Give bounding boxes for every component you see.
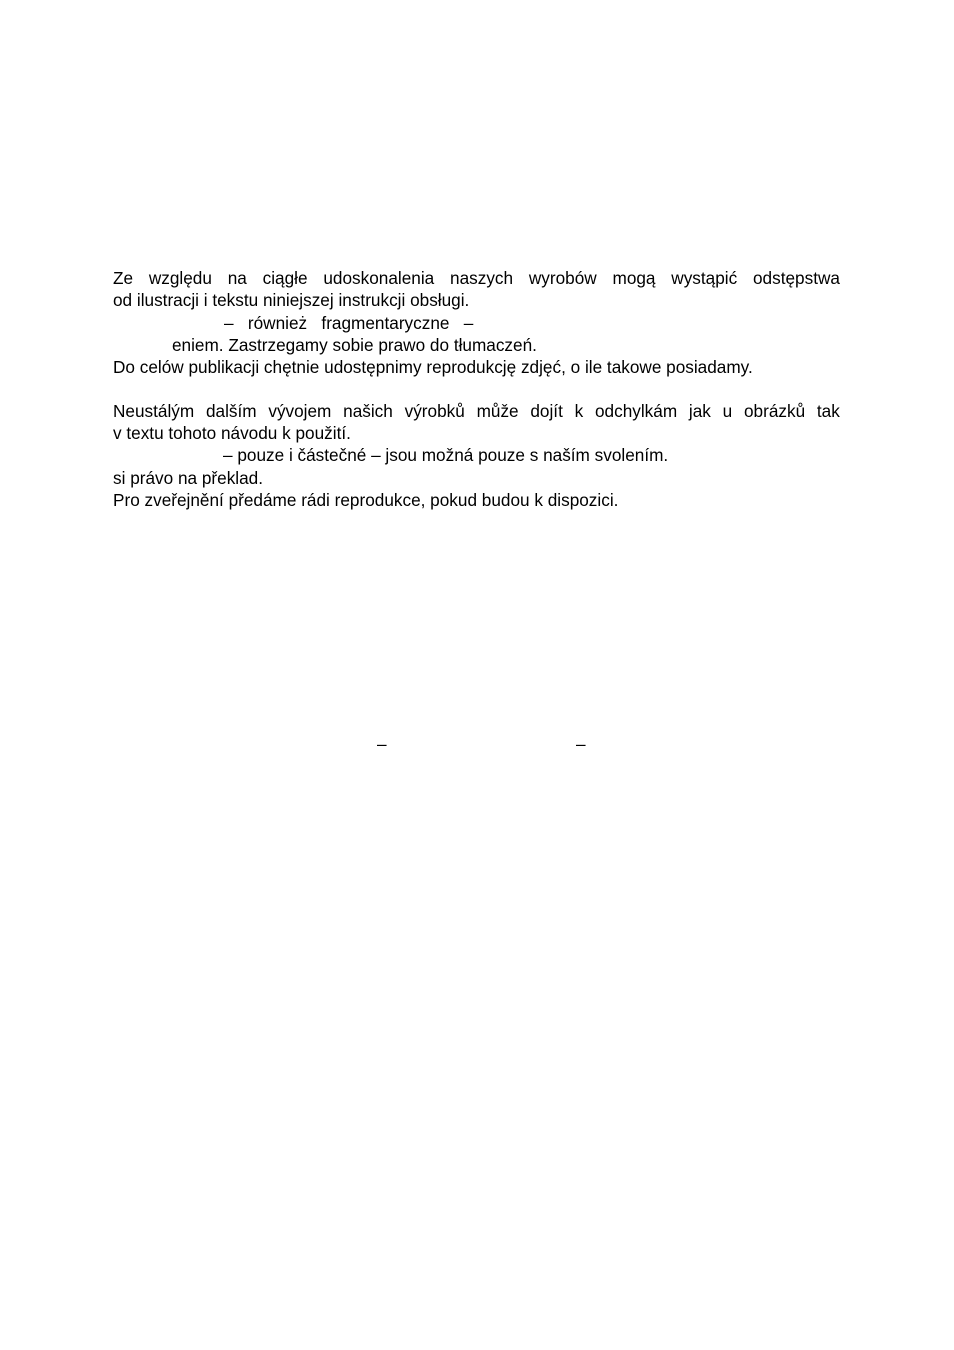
czech-paragraph-line-2: v textu tohoto návodu k použití.: [113, 423, 351, 443]
czech-line-1-word: našich: [343, 401, 393, 421]
polish-paragraph-line-5: Do celów publikacji chętnie udostępnimy reprodukcję zdjęć, o ile takowe posiadamy.: [113, 357, 753, 377]
czech-line-1-word: jak: [688, 401, 711, 421]
czech-line-1-word: dalším: [205, 401, 257, 421]
polish-paragraph-line-3: – również fragmentaryczne –: [224, 313, 474, 333]
polish-line-1-word: naszych: [450, 268, 514, 288]
polish-line-1-word: ciągłe: [262, 268, 308, 288]
czech-line-1-word: obrázků: [743, 401, 806, 421]
polish-line-1-word: wystąpić: [671, 268, 738, 288]
czech-line-1-word: k: [574, 401, 584, 421]
polish-line-1-word: względu: [148, 268, 212, 288]
stray-dash-right: –: [576, 734, 586, 754]
czech-line-1-word: může: [476, 401, 519, 421]
czech-line-1-word: tak: [816, 401, 840, 421]
czech-line-1-word: u: [722, 401, 733, 421]
czech-line-1-word: výrobků: [404, 401, 465, 421]
czech-line-1-word: Neustálým: [113, 401, 195, 421]
czech-paragraph-line-1: [113, 400, 840, 422]
polish-line-1-word: udoskonalenia: [323, 268, 435, 288]
czech-paragraph-line-4: si právo na překlad.: [113, 468, 263, 488]
polish-line-1-word: odstępstwa: [753, 268, 840, 288]
czech-paragraph-line-5: Pro zveřejnění předáme rádi reprodukce, pokud budou k dispozici.: [113, 490, 619, 510]
polish-paragraph-line-4: eniem. Zastrzegamy sobie prawo do tłumaczeń.: [172, 335, 537, 355]
polish-paragraph-line-2: od ilustracji i tekstu niniejszej instrukcji obsługi.: [113, 290, 470, 310]
polish-paragraph-line-1: [113, 267, 840, 289]
czech-line-1-word: dojít: [530, 401, 563, 421]
polish-line-1-word: Ze: [113, 268, 134, 288]
polish-line-1-word: wyrobów: [528, 268, 597, 288]
czech-line-1-word: odchylkám: [594, 401, 678, 421]
czech-paragraph-line-3: – pouze i částečné – jsou možná pouze s naším svolením.: [223, 445, 669, 465]
polish-line-1-word: mogą: [612, 268, 656, 288]
stray-dash-left: –: [377, 734, 387, 754]
czech-line-1-word: vývojem: [268, 401, 332, 421]
polish-line-1-word: na: [227, 268, 247, 288]
